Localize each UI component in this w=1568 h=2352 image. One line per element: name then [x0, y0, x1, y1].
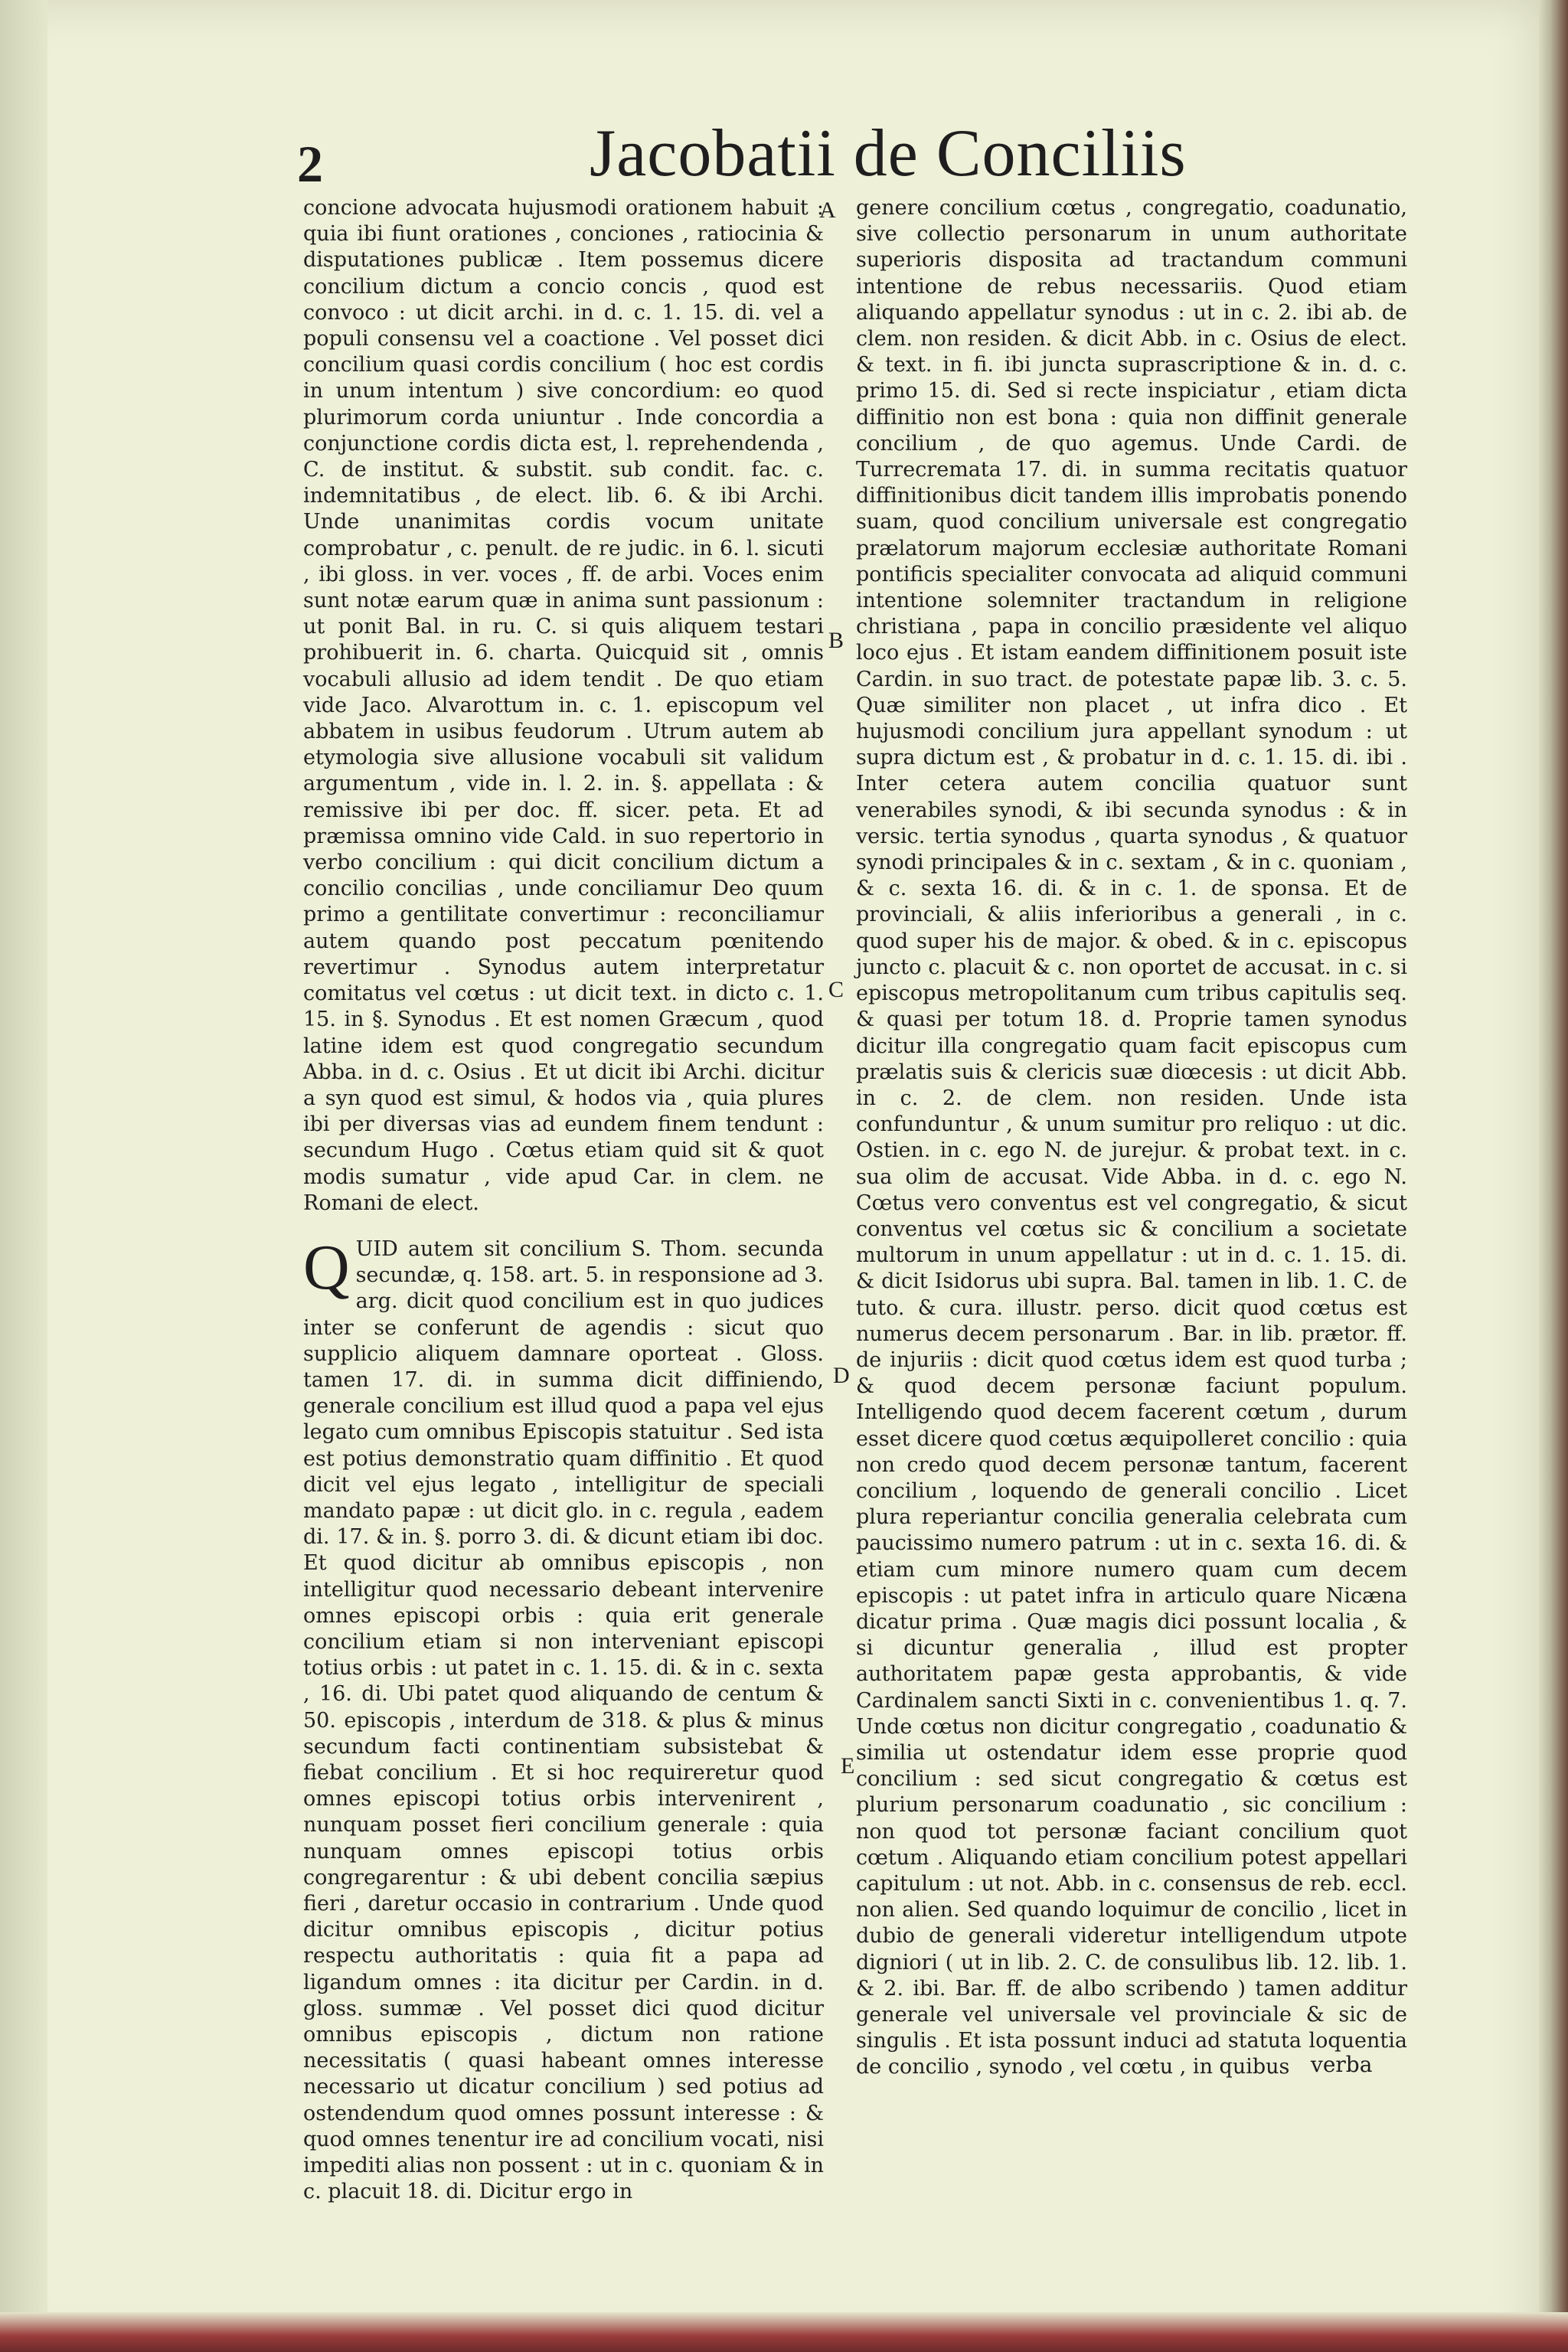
margin-letter-c: C — [828, 977, 844, 1002]
catchword: verba — [1311, 2052, 1373, 2077]
book-cover-edge — [0, 2312, 1568, 2352]
page-number: 2 — [297, 135, 323, 193]
page-gutter — [0, 0, 47, 2352]
margin-letter-d: D — [833, 1363, 850, 1388]
margin-letter-e: E — [841, 1753, 855, 1779]
left-paragraph-1: concione advocata hujusmodi orationem habuit : quia ibi fiunt orationes , conciones , ratiocinia & disputationes publicæ . Item possemus dicere concilium dictum a concio concis , quod est convoco : ut dicit archi. in d. c. 1. 15. di. vel a populi consensu vel a coactione . Vel posset dici concilium quasi cordis concilium ( hoc est cordis in unum intentum ) sive concordium: eo quod plurimorum corda uniuntur . Inde concordia a conjunctione cordis dicta est, l. reprehendenda , C. de institut. & substit. sub condit. fac. c. indemnitatibus , de elect. lib. 6. & ibi Archi. Unde unanimitas cordis vocum unitate comprobatur , c. penult. de re judic. in 6. l. sicuti , ibi gloss. in ver. voces , ff. de arbi. Voces enim sunt notæ earum quæ in anima sunt passionum : ut ponit Bal. in ru. C. si quis aliquem testari prohibuerit in. 6. charta. Quicquid sit , omnis vocabuli allusio ad idem tendit . De quo etiam vide Jaco. Alvarottum in. c. 1. episcopum vel abbatem in usibus feudorum . Utrum autem ab etymologia sive allusione vocabuli sit validum argumentum , vide in. l. 2. in. §. appellata : & remissive ibi per doc. ff. sicer. peta. Et ad præmissa omnino vide Cald. in suo repertorio in verbo concilium : qui dicit concilium dictum a concilio concilias , unde conciliamur Deo quum primo a gentilitate convertimur : reconciliamur autem quando post peccatum pœnitendo revertimur . Synodus autem interpretatur comitatus vel cœtus : ut dicit text. in dicto c. 1. 15. in §. Synodus . Et est nomen Græcum , quod latine idem est quod congregatio secundum Abba. in d. c. Osius . Et ut dicit ibi Archi. dicitur a syn quod est simul, & hodos via , quia plures ibi per diversas vias ad eundem finem tendunt : secundum Hugo . Cœtus etiam quid sit & quot modis sumatur , vide apud Car. in clem. ne Romani de elect. — [303, 196, 824, 1215]
margin-letter-b: B — [828, 628, 844, 653]
right-paragraph: genere concilium cœtus , congregatio, coadunatio, sive collectio personarum in unum authoritate superioris disposita ad tractandum communi intentione de rebus necessariis. Quod etiam aliquando appellatur synodus : ut in c. 2. ibi ab. de clem. non residen. & dicit Abb. in c. Osius de elect. & text. in fi. ibi juncta suprascriptione & in. d. c. primo 15. di. Sed si recte inspiciatur , etiam dicta diffinitio non est bona : quia non diffinit generale concilium , de quo agemus. Unde Cardi. de Turrecremata 17. di. in summa recitatis quatuor diffinitionibus dicit tandem illis improbatis ponendo suam, quod concilium universale est congregatio prælatorum majorum ecclesiæ authoritate Romani pontificis specialiter convocata ad aliquid communi intentione solemniter tractandum in religione christiana , papa in concilio præsidente vel aliquo loco ejus . Et istam eandem diffinitionem posuit iste Cardin. in suo tract. de potestate papæ lib. 3. c. 5. Quæ similiter non placet , ut infra dico . Et hujusmodi concilium jura appellant synodum : ut supra dictum est , & probatur in d. c. 1. 15. di. ibi . Inter cetera autem concilia quatuor sunt venerabiles synodi, & ibi secunda synodus : & in versic. tertia synodus , quarta synodus , & quatuor synodi principales & in c. sextam , & in c. quoniam , & c. sexta 16. di. & in c. 1. de sponsa. Et de provinciali, & aliis inferioribus a generali , in c. quod super his de major. & obed. & in c. episcopus juncto c. placuit & c. non oportet de accusat. in c. si episcopus metropolitanum cum tribus capitulis seq. & quasi per totum 18. d. Proprie tamen synodus dicitur illa congregatio quam facit episcopus cum prælatis suis & clericis suæ diœcesis : ut dicit Abb. in c. 2. de clem. non residen. Unde ista confunduntur , & unum sumitur pro reliquo : ut dic. Ostien. in c. ego N. de jurejur. & probat text. in c. sua olim de accusat. Vide Abba. in d. c. ego N. Cœtus vero conventus est vel congregatio, & sicut conventus vel cœtus sic & concilium a societate multorum in unum appellatur : ut in d. c. 1. 15. di. & dicit Isidorus ubi supra. Bal. tamen in lib. 1. C. de tuto. & cura. illustr. perso. dicit quod cœtus est numerus decem personarum . Bar. in lib. prætor. ff. de injuriis : dicit quod cœtus idem est quod turba ; & quod decem personæ faciunt populum. Intelligendo quod decem facerent cœtum , durum esset dicere quod cœtus æquipolleret concilio : quia non credo quod decem personæ tantum, facerent concilium , loquendo de generali concilio . Licet plura reperiantur concilia generalia celebrata cum paucissimo numero patrum : ut in c. sexta 16. di. & etiam cum minore numero quam cum decem episcopis : ut patet infra in articulo quare Nicæna dicatur prima . Quæ magis dici possunt localia , & si dicuntur generalia , illud est propter authoritatem papæ gesta approbantis, & vide Cardinalem sancti Sixti in c. convenientibus 1. q. 7. Unde cœtus non dicitur congregatio , coadunatio & similia ut ostendatur idem esse proprie quod concilium : sed sicut congregatio & cœtus est plurium personarum coadunatio , sic concilium : non quod tot personæ faciant concilium quot cœtum . Aliquando etiam concilium potest appellari capitulum : ut not. Abb. in c. consensus de reb. eccl. non alien. Sed quando loquimur de concilio , licet in dubio de generali videretur intelligendum utpote digniori ( ut in lib. 2. C. de consulibus lib. 12. lib. 1. & 2. ibi. Bar. ff. de albo scribendo ) tamen additur generale vel universale vel provinciale & sic de singulis . Et ista possunt induci ad statuta loquentia de concilio , synodo , vel cœtu , in quibus — [856, 196, 1407, 2079]
page-edge-right — [1539, 0, 1568, 2352]
left-paragraph-2 — [303, 1231, 824, 2206]
running-head: Jacobatii de Conciliis — [590, 116, 1187, 191]
margin-letter-a: A — [819, 198, 836, 223]
left-column — [303, 195, 824, 2205]
drop-cap: Q — [303, 1231, 350, 1303]
right-column — [856, 195, 1407, 2081]
left-paragraph-2-text: UID autem sit concilium S. Thom. secunda secundæ, q. 158. art. 5. in responsione ad 3. arg. dicit quod concilium est in quo judices inter se conferunt de agendis : sicut quo supplicio aliquem damnare oporteat . Gloss. tamen 17. di. in summa dicit diffiniendo, generale concilium est illud quod a papa vel ejus legato cum omnibus Episcopis statuitur . Sed ista est potius demonstratio quam diffinitio . Et quod dicit vel ejus legato , intelligitur de speciali mandato papæ : ut dicit glo. in c. regula , eadem di. 17. & in. §. porro 3. di. & dicunt etiam ibi doc. Et quod dicitur ab omnibus episcopis , non intelligitur quod necessario debeant intervenire omnes episcopi orbis : quia erit generale concilium etiam si non interveniant episcopi totius orbis : ut patet in c. 1. 15. di. & in c. sexta , 16. di. Ubi patet quod aliquando de centum & 50. episcopis , interdum de 318. & plus & minus secundum facti continentiam subsistebat & fiebat concilium . Et si hoc requireretur quod omnes episcopi totius orbis intervenirent , nunquam posset fieri concilium generale : quia nunquam omnes episcopi totius orbis congregarentur : & ubi debent concilia sæpius fieri , daretur occasio in contrarium . Unde quod dicitur omnibus episcopis , dicitur potius respectu authoritatis : quia fit a papa ad ligandum omnes : ita dicitur per Cardin. in d. gloss. summæ . Vel posset dici quod dicitur omnibus episcopis , dictum non ratione necessitatis ( quasi habeant omnes interesse necessario ut dicatur concilium ) sed potius ad ostendendum quod omnes possunt interesse : & quod omnes tenentur ire ad concilium vocati, nisi impediti alias non possent : ut in c. quoniam & in c. placuit 18. di. Dicitur ergo in — [303, 1236, 824, 2204]
